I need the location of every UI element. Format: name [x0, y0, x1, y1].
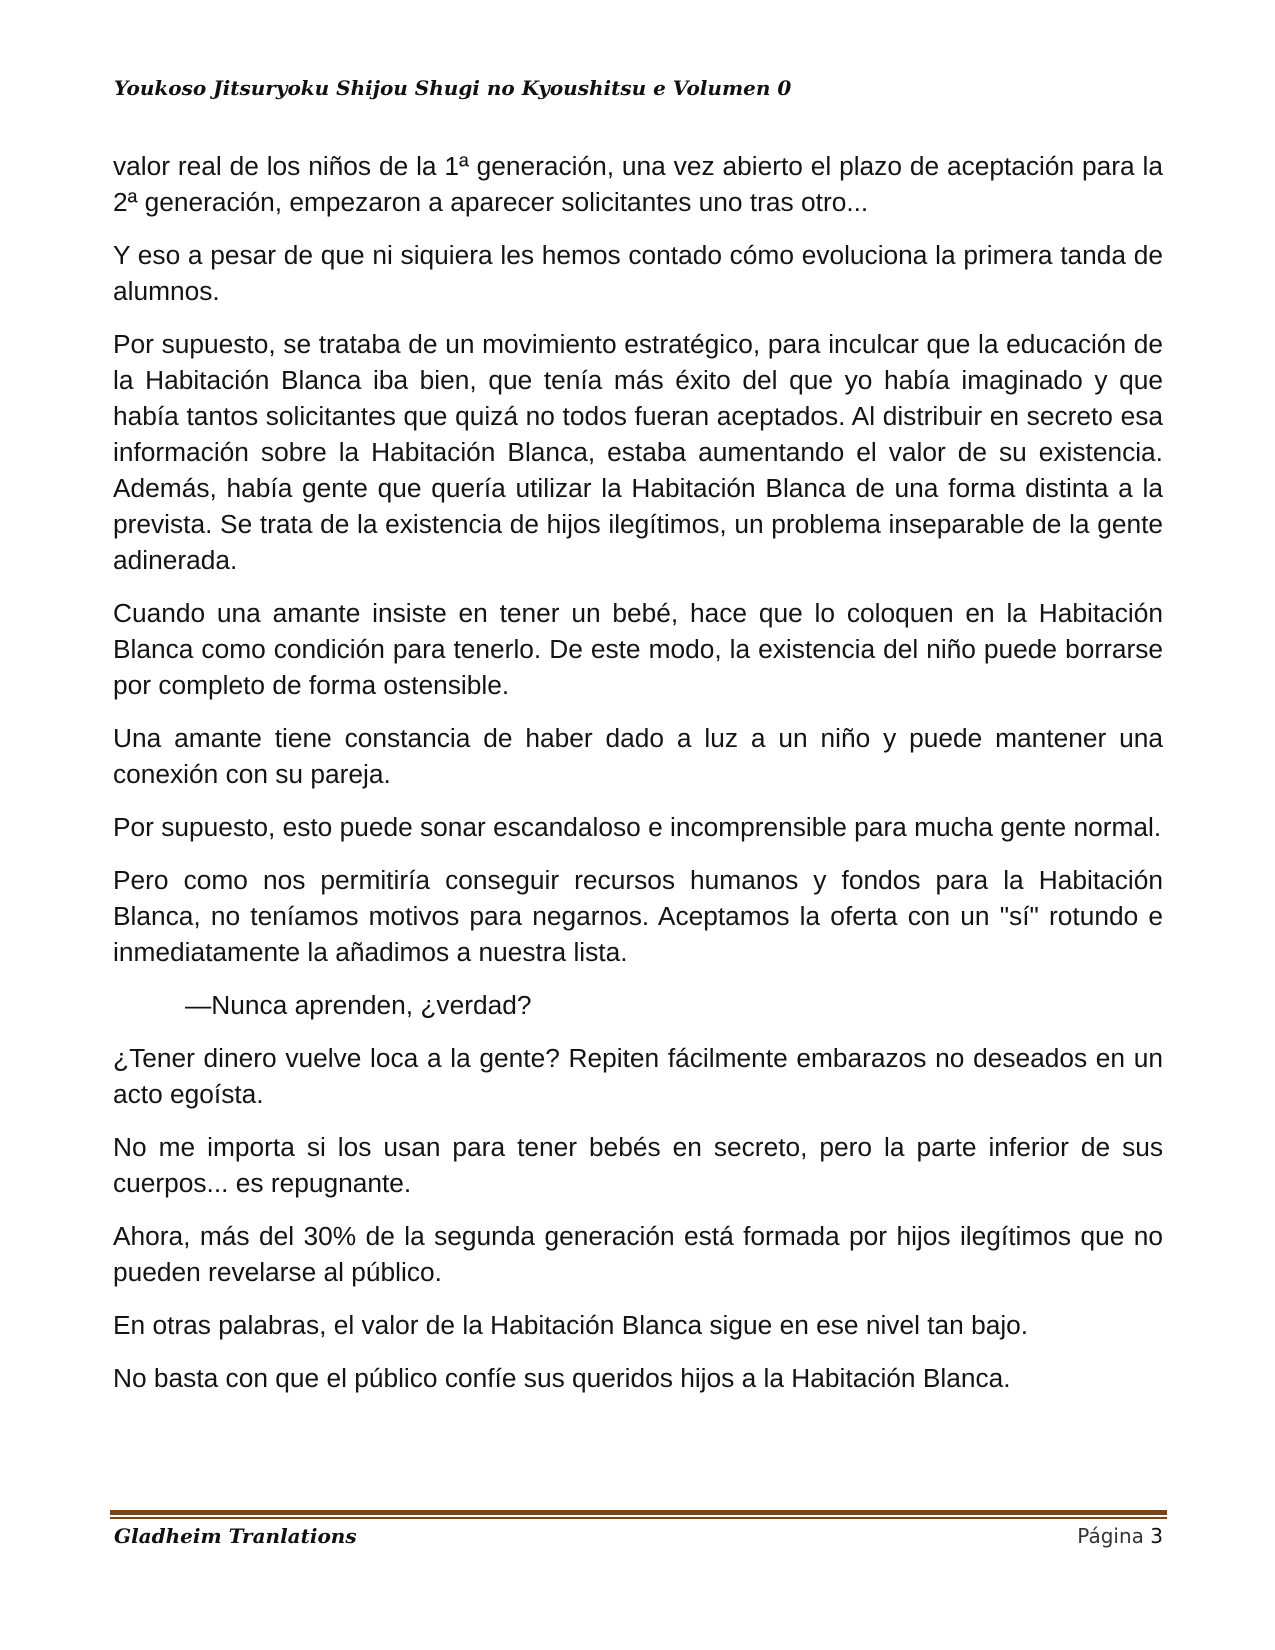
paragraph: No me importa si los usan para tener bebés en secreto, pero la parte inferior de sus cuerpos... es repugnante.: [113, 1132, 1163, 1198]
footer-credit: Gladheim Tranlations: [114, 1524, 357, 1548]
page-number: 3: [1150, 1524, 1163, 1548]
paragraph: Ahora, más del 30% de la segunda generación está formada por hijos ilegítimos que no pueden revelarse al público.: [113, 1221, 1163, 1287]
footer-divider-thick: [110, 1510, 1167, 1515]
page-body: [113, 148, 1163, 1413]
page-number-label: [1077, 1522, 1163, 1550]
dialogue-line: —Nunca aprenden, ¿verdad?: [185, 990, 532, 1020]
paragraph: Cuando una amante insiste en tener un bebé, hace que lo coloquen en la Habitación Blanca como condición para tenerlo. De este modo, la existencia del niño puede borrarse por completo de forma ostensible.: [113, 598, 1163, 700]
running-header: Youkoso Jitsuryoku Shijou Shugi no Kyoushitsu e Volumen 0: [114, 76, 792, 100]
paragraph: En otras palabras, el valor de la Habitación Blanca sigue en ese nivel tan bajo.: [113, 1310, 1029, 1340]
paragraph: Una amante tiene constancia de haber dado a luz a un niño y puede mantener una conexión con su pareja.: [113, 723, 1163, 789]
footer-divider-thin: [110, 1517, 1167, 1519]
paragraph: Por supuesto, se trataba de un movimiento estratégico, para inculcar que la educación de la Habitación Blanca iba bien, que tenía más éxito del que yo había imaginado y que había tantos solicitantes que quizá no todos fueran aceptados. Al distribuir en secreto esa información sobre la Habitación Blanca, estaba aumentando el valor de su existencia. Además, había gente que quería utilizar la Habitación Blanca de una forma distinta a la prevista. Se trata de la existencia de hijos ilegítimos, un problema inseparable de la gente adinerada.: [113, 329, 1163, 575]
paragraph: ¿Tener dinero vuelve loca a la gente? Repiten fácilmente embarazos no deseados en un acto egoísta.: [113, 1043, 1163, 1109]
paragraph: Y eso a pesar de que ni siquiera les hemos contado cómo evoluciona la primera tanda de alumnos.: [113, 240, 1163, 306]
footer-divider: [110, 1510, 1167, 1519]
paragraph: Por supuesto, esto puede sonar escandaloso e incomprensible para mucha gente normal.: [113, 812, 1162, 842]
page-label: Página: [1077, 1524, 1144, 1548]
paragraph: Pero como nos permitiría conseguir recursos humanos y fondos para la Habitación Blanca, no teníamos motivos para negarnos. Aceptamos la oferta con un "sí" rotundo e inmediatamente la añadimos a nuestra lista.: [113, 865, 1163, 967]
paragraph: No basta con que el público confíe sus queridos hijos a la Habitación Blanca.: [113, 1363, 1011, 1393]
paragraph: valor real de los niños de la 1ª generación, una vez abierto el plazo de aceptación para la 2ª generación, empezaron a aparecer solicitantes uno tras otro...: [113, 151, 1163, 217]
